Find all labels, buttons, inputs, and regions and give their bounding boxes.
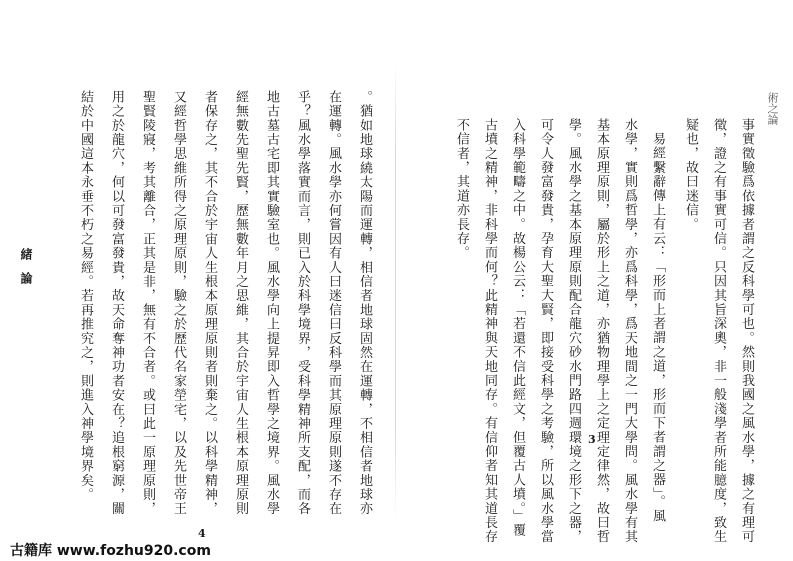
- right-col-11: 不信者，其道亦長存。: [454, 118, 469, 260]
- left-col-10: 結於中國這本永垂不朽之易經。若再推究之，則進入神學境界矣。: [78, 90, 93, 502]
- right-col-5: 水學，實則爲哲學，亦爲科學，爲天地間之一門大學問。風水學有其: [622, 118, 637, 544]
- left-col-1: 。猶如地球繞太陽而運轉，相信者地球固然在運轉，不相信者地球亦: [357, 90, 372, 516]
- left-col-7: 又經哲學思維所得之原理原則，驗之於歷代名家塋宅，以及先世帝王: [171, 90, 186, 516]
- left-col-8: 聖賢陵寢，考其離合，正其是非，無有不合者。或曰此一原理原則，: [140, 90, 155, 516]
- left-col-3: 乎？風水學落實而言，則已入於科學境界，受科學精神所支配，而各: [295, 90, 310, 516]
- running-head: 緒論: [19, 248, 33, 296]
- right-col-8: 可令人發富發貴，孕育大聖大賢，即接受科學之考驗，所以風水學當: [538, 118, 553, 544]
- right-col-2: 徵，證之有事實可信。只因其旨深奧，非一般淺學者所能臆度，致生: [711, 118, 726, 544]
- left-col-9: 用之於龍穴，何以可發富發貴，故天命奪神功者安在？追根窮源，關: [109, 90, 124, 516]
- footer-bar: [0, 537, 793, 561]
- right-col-7: 學。風水學之基本原理原則配合龍穴砂水門路四週環境之形下之器，: [566, 118, 581, 544]
- left-col-6: 者保存之，其不合於宇宙人生根本原理原則者則棄之。以科學精神，: [202, 90, 217, 516]
- left-col-5: 經無數先聖先賢，歷無數年月之思維，其合於宇宙人生根本原理原則: [233, 90, 248, 516]
- left-page: [0, 0, 396, 561]
- header-fragment: 術之論: [766, 92, 779, 125]
- page-number-right: 3: [588, 433, 596, 446]
- right-col-9: 入科學範疇之中。故楊公云：「若還不信此經文，但覆古人墳。」覆: [510, 118, 525, 538]
- left-col-2: 在運轉。風水學亦何嘗因有人曰迷信曰反科學而其原理原則遂不存在: [326, 90, 341, 516]
- right-col-1: 事實徵驗爲依據者謂之反科學可也。然則我國之風水學，據之有理可: [739, 118, 754, 544]
- right-col-6: 基本原理原則，屬於形上之道，亦猶物理學上之定理定律然，故曰哲: [594, 118, 609, 544]
- right-col-10: 古墳之精神，非科學而何？此精神與天地同存。有信仰者知其道長存: [482, 118, 497, 544]
- site-watermark[interactable]: 古籍库 www.fozhu920.com: [10, 543, 211, 559]
- right-col-3: 疑也，故曰迷信。: [683, 118, 698, 232]
- left-col-4: 地古墓古宅即其實驗室也。風水學向上提昇即入哲學之境界。風水學: [264, 90, 279, 516]
- right-page: [396, 0, 793, 561]
- right-col-4: 易經繫辭傳上有云：「形而上者謂之道，形而下者謂之器」。風: [650, 132, 665, 524]
- page-number-left: 4: [198, 527, 206, 540]
